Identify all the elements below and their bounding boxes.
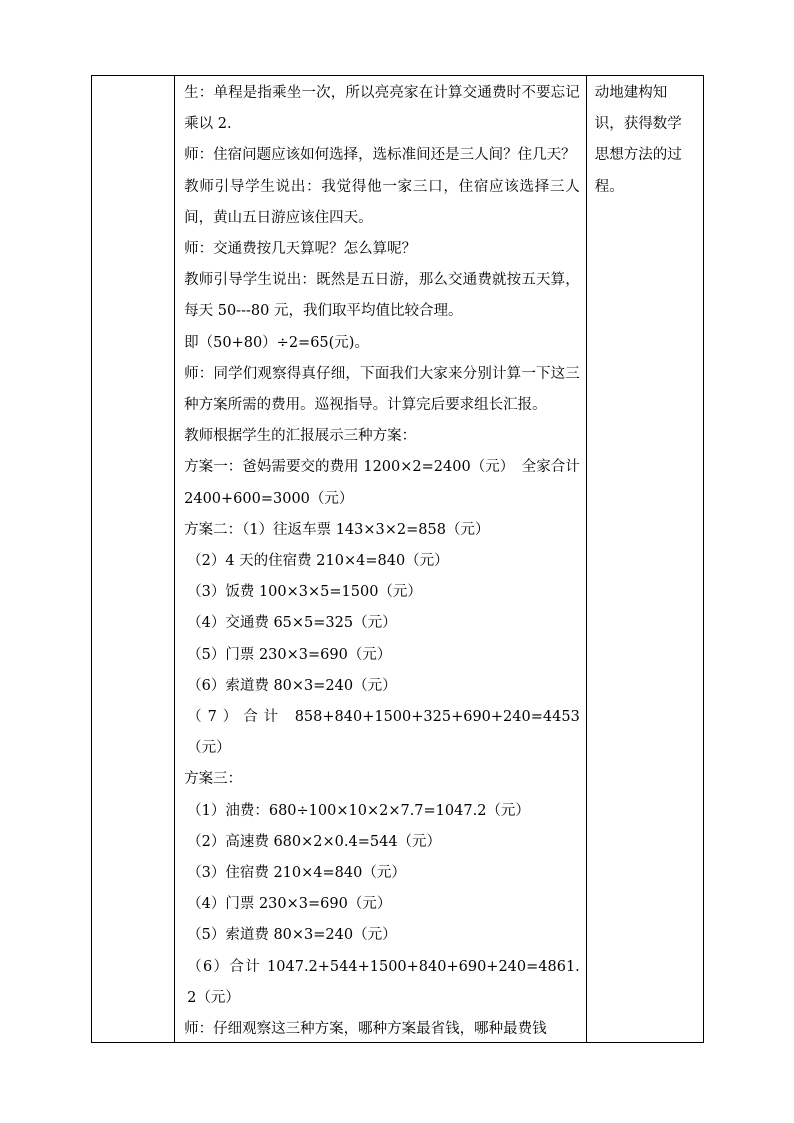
plan-two-item: （2）4 天的住宿费 210×4=840（元） <box>187 553 449 570</box>
plan-three-heading: 方案三： <box>184 771 243 788</box>
plan-two-line: 方案二：（1）往返车票 143×3×2=858（元） <box>184 521 490 538</box>
design-intent-text: 动地建构知识，获得数学思想方法的过程。 <box>594 85 682 195</box>
plan-three-item: （1）油费：680÷100×10×2×7.7=1047.2（元） <box>187 802 530 819</box>
process-line: 师：同学们观察得真仔细，下面我们大家来分别计算一下这三种方案所需的费用。巡视指导。计算完后要求组长汇报。 <box>184 365 580 414</box>
lesson-plan-table <box>91 75 704 1043</box>
process-line: 师：仔细观察这三种方案，哪种方案最省钱，哪种最费钱 <box>184 1021 547 1038</box>
plan-one-line: 方案一：爸妈需要交的费用 1200×2=2400（元） 全家合计 2400+600=3000（元） <box>184 459 580 507</box>
process-line: 教师引导学生说出：既然是五日游，那么交通费就按五天算，每天 50---80 元，我们取平均值比较合理。 <box>184 272 580 320</box>
plan-two-item: （3）饭费 100×3×5=1500（元） <box>187 584 422 601</box>
teaching-process-cell <box>175 76 587 1043</box>
plan-three-total: （6）合计 1047.2+544+1500+840+690+240=4861.2（元） <box>187 958 580 1006</box>
plan-two-total: （7）合计 858+840+1500+325+690+240=4453（元） <box>187 709 580 757</box>
process-line: 师：交通费按几天算呢？怎么算呢？ <box>184 241 417 258</box>
plan-two-item: （4）交通费 65×5=325（元） <box>187 615 397 632</box>
stage-cell <box>92 76 175 1043</box>
process-line: 教师引导学生说出：我觉得他一家三口，住宿应该选择三人间，黄山五日游应该住四天。 <box>184 178 580 226</box>
plan-three-item: （5）索道费 80×3=240（元） <box>187 927 397 944</box>
plan-three-item: （3）住宿费 210×4=840（元） <box>187 865 406 882</box>
plan-three-item: （2）高速费 680×2×0.4=544（元） <box>187 833 442 850</box>
process-line: 教师根据学生的汇报展示三种方案： <box>184 428 417 445</box>
teaching-process-content <box>175 76 586 1042</box>
process-line: 生：单程是指乘坐一次，所以亮亮家在计算交通费时不要忘记乘以 2. <box>184 85 580 133</box>
process-line: 师：住宿问题应该如何选择，选标准间还是三人间？住几天？ <box>184 147 576 164</box>
plan-three-item: （4）门票 230×3=690（元） <box>187 896 392 913</box>
plan-two-item: （6）索道费 80×3=240（元） <box>187 677 397 694</box>
table-row <box>92 76 704 1043</box>
process-line: 即（50+80）÷2=65(元)。 <box>184 334 369 351</box>
design-intent-cell <box>586 76 703 1043</box>
plan-two-item: （5）门票 230×3=690（元） <box>187 646 392 663</box>
